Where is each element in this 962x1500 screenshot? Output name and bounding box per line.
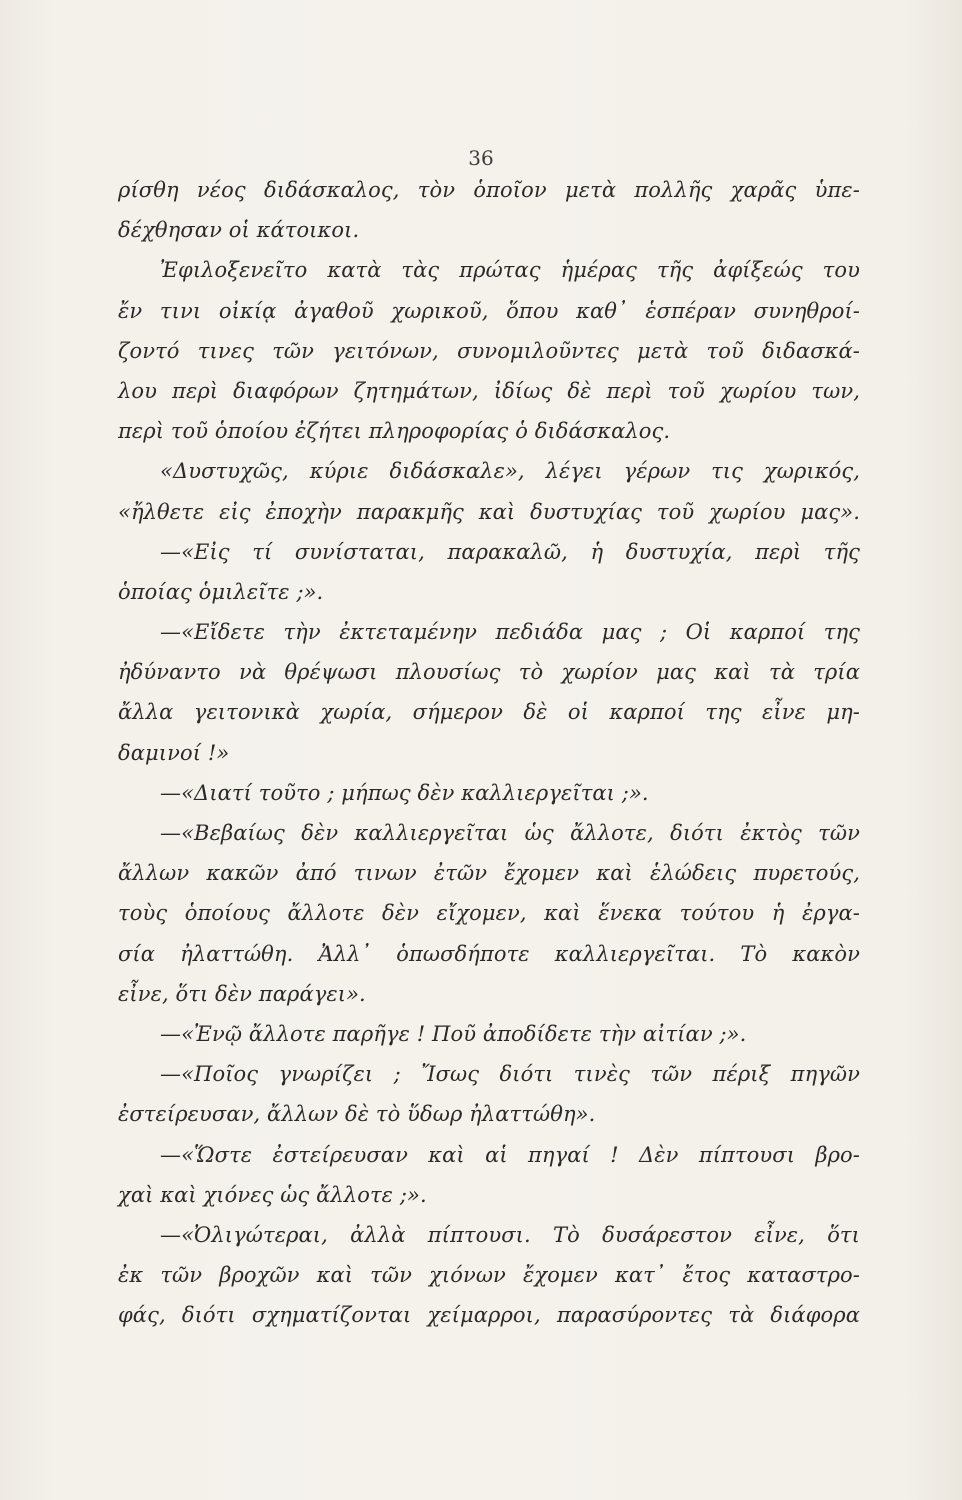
text-line: Ἐφιλοξενεῖτο κατὰ τὰς πρώτας ἡμέρας τῆς ἀφίξεώς του bbox=[160, 258, 860, 283]
text-line: ἔν τινι οἰκίᾳ ἀγαθοῦ χωρικοῦ, ὅπου καθ᾽ ἑσπέραν συνηθροί- bbox=[118, 298, 860, 323]
body-text bbox=[118, 170, 860, 1335]
text-line: φάς, διότι σχηματίζονται χείμαρροι, παρασύροντες τὰ διάφορα bbox=[118, 1303, 860, 1328]
text-line: —«Ὀλιγώτεραι, ἀλλὰ πίπτουσι. Τὸ δυσάρεστον εἶνε, ὅτι bbox=[160, 1222, 860, 1247]
text-line: ρίσθη νέος διδάσκαλος, τὸν ὁποῖον μετὰ πολλῆς χαρᾶς ὑπε- bbox=[118, 178, 860, 202]
text-line: δέχθησαν οἱ κάτοικοι. bbox=[118, 218, 360, 243]
text-line: «ἤλθετε εἰς ἐποχὴν παρακμῆς καὶ δυστυχίας τοῦ χωρίου μας». bbox=[118, 499, 860, 524]
text-line: —«Ὥστε ἐστείρευσαν καὶ αἱ πηγαί ! Δὲν πίπτουσι βρο- bbox=[160, 1142, 860, 1167]
text-line: —«Εἰς τί συνίσταται, παρακαλῶ, ἡ δυστυχία, περὶ τῆς bbox=[160, 539, 860, 564]
text-line: ἠδύναντο νὰ θρέψωσι πλουσίως τὸ χωρίον μας καὶ τὰ τρία bbox=[118, 660, 860, 685]
text-line: εἶνε, ὅτι δὲν παράγει». bbox=[118, 981, 366, 1006]
text-line: περὶ τοῦ ὁποίου ἐζήτει πληροφορίας ὁ διδάσκαλος. bbox=[118, 419, 671, 444]
text-line: σία ἠλαττώθη. Ἀλλ᾽ ὁπωσδήποτε καλλιεργεῖται. Τὸ κακὸν bbox=[118, 941, 860, 966]
text-line: ἐκ τῶν βροχῶν καὶ τῶν χιόνων ἔχομεν κατ᾽ ἔτος καταστρο- bbox=[118, 1263, 860, 1288]
text-line: —«Διατί τοῦτο ; μήπως δὲν καλλιεργεῖται ;». bbox=[160, 780, 649, 805]
text-line: ζοντό τινες τῶν γειτόνων, συνομιλοῦντες μετὰ τοῦ διδασκά- bbox=[118, 338, 860, 363]
text-line: —«Εἴδετε τὴν ἐκτεταμένην πεδιάδα μας ; Οἱ καρποί της bbox=[160, 620, 860, 645]
page-number: 36 bbox=[468, 146, 494, 170]
text-line: ὁποίας ὁμιλεῖτε ;». bbox=[118, 579, 324, 604]
text-line: δαμινοί !» bbox=[118, 740, 230, 765]
text-line: —«Ἐνῷ ἄλλοτε παρῆγε ! Ποῦ ἀποδίδετε τὴν αἰτίαν ;». bbox=[160, 1021, 747, 1046]
text-line: ἄλλων κακῶν ἀπό τινων ἐτῶν ἔχομεν καὶ ἑλώδεις πυρετούς, bbox=[118, 861, 860, 886]
text-line: τοὺς ὁποίους ἄλλοτε δὲν εἴχομεν, καὶ ἕνεκα τούτου ἡ ἐργα- bbox=[118, 901, 860, 926]
text-line: «Δυστυχῶς, κύριε διδάσκαλε», λέγει γέρων τις χωρικός, bbox=[160, 459, 860, 484]
text-line: λου περὶ διαφόρων ζητημάτων, ἰδίως δὲ περὶ τοῦ χωρίου των, bbox=[118, 378, 860, 403]
text-line: χαὶ καὶ χιόνες ὡς ἄλλοτε ;». bbox=[118, 1182, 427, 1207]
text-line: ἐστείρευσαν, ἄλλων δὲ τὸ ὕδωρ ἠλαττώθη». bbox=[118, 1102, 596, 1127]
text-line: ἄλλα γειτονικὰ χωρία, σήμερον δὲ οἱ καρποί της εἶνε μη- bbox=[118, 700, 860, 725]
text-line: —«Ποῖος γνωρίζει ; Ἴσως διότι τινὲς τῶν πέριξ πηγῶν bbox=[160, 1062, 860, 1087]
text-line: —«Βεβαίως δὲν καλλιεργεῖται ὡς ἄλλοτε, διότι ἐκτὸς τῶν bbox=[160, 821, 860, 845]
